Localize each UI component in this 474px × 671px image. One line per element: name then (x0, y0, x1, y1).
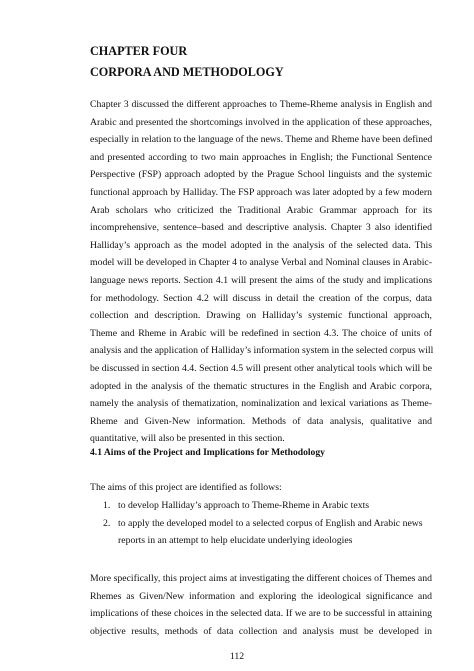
paragraph-line: Rheme and Given-New information. Methods of data analysis, qualitative and (90, 415, 432, 427)
paragraph-line: collection and description. Drawing on Halliday’s systemic functional approach, (90, 310, 432, 322)
paragraph-line: and presented according to two main approaches in English; the Functional Sentence (90, 151, 432, 163)
list-number: 1. (103, 500, 111, 511)
chapter-title: CORPORA AND METHODOLOGY (90, 65, 284, 79)
list-number: 2. (103, 517, 111, 529)
paragraph-line: objective results, methods of data collection and analysis must be developed in (90, 625, 432, 637)
paragraph-line: More specifically, this project aims at investigating the different choices of Themes and (90, 573, 432, 584)
paragraph-line: functional approach by Halliday. The FSP approach was later adopted by a few modern (90, 186, 432, 198)
paragraph-line: implications of these choices in the selected data. If we are to be successful in attaining (90, 608, 432, 620)
section-heading: 4.1 Aims of the Project and Implications for Methodology (90, 447, 325, 458)
paragraph-line: quantitative, will also be presented in this section. (90, 433, 285, 445)
list-item (103, 497, 433, 515)
paragraph-line: incomprehensive, sentence–based and descriptive analysis. Chapter 3 also identified (90, 222, 432, 234)
paragraph-line: be discussed in section 4.4. Section 4.5 will present other analytical tools which will be (90, 362, 432, 374)
chapter-heading (90, 41, 390, 83)
paragraph-line: model will be developed in Chapter 4 to analyse Verbal and Nominal clauses in Arabic- (90, 257, 432, 269)
list-item-text: to apply the developed model to a selected corpus of English and Arabic news (118, 517, 423, 529)
paragraph-line: Rhemes as Given/New information and exploring the ideological significance and (90, 590, 432, 602)
paragraph-line: analysis and the application of Halliday’s information system in the selected corpus will (90, 345, 434, 357)
paragraph-line: language news reports. Section 4.1 will present the aims of the study and implications (90, 274, 432, 286)
chapter-label: CHAPTER FOUR (90, 44, 188, 58)
list-item (103, 515, 433, 550)
paragraph-line: Arab scholars who criticized the Traditional Arabic Grammar approach for its (90, 204, 432, 216)
aims-list (103, 497, 433, 550)
paragraph-line: Theme and Rheme in Arabic will be redefined in section 4.3. The choice of units of (90, 327, 432, 339)
aims-intro: The aims of this project are identified as follows: (90, 482, 282, 493)
paragraph-line: namely the analysis of thematization, nominalization and lexical variations as Theme- (90, 398, 432, 410)
paragraph-line: Arabic and presented the shortcomings involved in the application of these approaches, (90, 116, 432, 128)
page-number: 112 (229, 651, 245, 662)
list-item-text: reports in an attempt to help elucidate underlying ideologies (118, 535, 353, 547)
paragraph-line: for methodology. Section 4.2 will discuss in detail the creation of the corpus, data (90, 292, 432, 304)
paragraph-line: Halliday’s approach as the model adopted in the analysis of the selected data. This (90, 239, 432, 251)
paragraph-line: Perspective (FSP) approach adopted by the Prague School linguists and the systemic (90, 169, 432, 181)
intro-paragraph (90, 96, 432, 448)
paragraph-line: Chapter 3 discussed the different approaches to Theme-Rheme analysis in English and (90, 99, 432, 110)
list-item-text: to develop Halliday’s approach to Theme-Rheme in Arabic texts (118, 500, 370, 511)
aims-paragraph (90, 570, 432, 640)
paragraph-line: especially in relation to the language of the news. Theme and Rheme have been defined (90, 134, 433, 146)
paragraph-line: adopted in the analysis of the thematic structures in the English and Arabic corpora, (90, 380, 432, 392)
